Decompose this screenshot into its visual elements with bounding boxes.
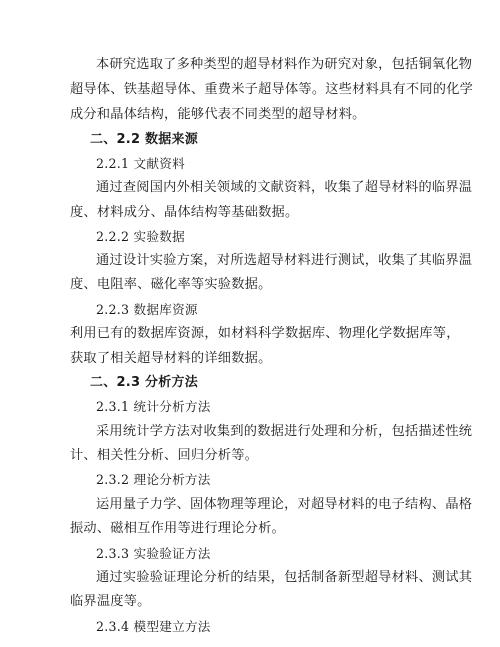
paragraph-line: 通过实验验证理论分析的结果，包括制备新型超导材料、测试其	[96, 570, 473, 585]
intro-line-3: 成分和晶体结构，能够代表不同类型的超导材料。	[70, 107, 366, 122]
paragraph-line: 获取了相关超导材料的详细数据。	[70, 351, 272, 366]
paragraph-line: 采用统计学方法对收集到的数据进行处理和分析，包括描述性统	[96, 424, 473, 439]
paragraph-line: 临界温度等。	[70, 594, 151, 609]
section-heading-2-3: 二、2.3 分析方法	[90, 375, 199, 390]
section-heading-2-2: 二、2.2 数据来源	[90, 132, 199, 147]
subsection-title-2-3-1: 2.3.1 统计分析方法	[96, 399, 211, 414]
subsection-title-2-2-1: 2.2.1 文献资料	[96, 156, 185, 171]
subsection-title-2-3-4: 2.3.4 模型建立方法	[96, 619, 211, 634]
subsection-title-2-3-2: 2.3.2 理论分析方法	[96, 472, 211, 487]
subsection-title-2-3-3: 2.3.3 实验验证方法	[96, 546, 211, 561]
paragraph-line: 振动、磁相互作用等进行理论分析。	[70, 521, 285, 536]
intro-line-1: 本研究选取了多种类型的超导材料作为研究对象，包括铜氧化物	[96, 57, 473, 72]
intro-line-2: 超导体、铁基超导体、重费米子超导体等。这些材料具有不同的化学	[70, 82, 474, 97]
paragraph-line: 利用已有的数据库资源，如材料科学数据库、物理化学数据库等，	[70, 326, 460, 341]
subsection-title-2-2-2: 2.2.2 实验数据	[96, 229, 185, 244]
paragraph-line: 度、材料成分、晶体结构等基础数据。	[70, 205, 299, 220]
paragraph-line: 通过设计实验方案，对所选超导材料进行测试，收集了其临界温	[96, 253, 473, 268]
paragraph-line: 度、电阻率、磁化率等实验数据。	[70, 277, 272, 292]
paragraph-line: 计、相关性分析、回归分析等。	[70, 448, 259, 463]
paragraph-line: 运用量子力学、固体物理等理论，对超导材料的电子结构、晶格	[96, 497, 473, 512]
paragraph-line: 通过查阅国内外相关领域的文献资料，收集了超导材料的临界温	[96, 180, 473, 195]
subsection-title-2-2-3: 2.2.3 数据库资源	[96, 302, 198, 317]
